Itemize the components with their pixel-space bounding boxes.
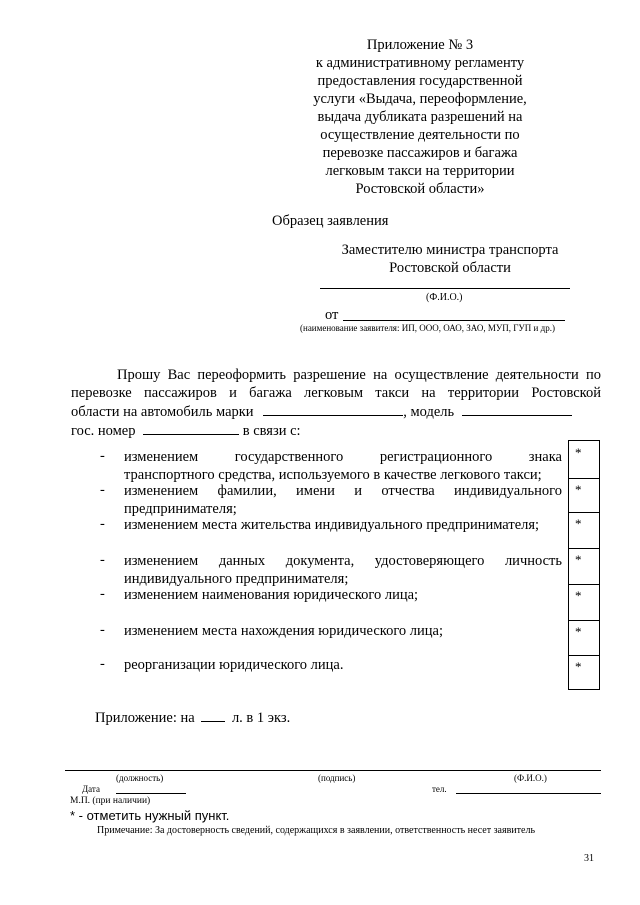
sample-title: Образец заявления <box>272 213 389 229</box>
from-label: от <box>325 307 339 323</box>
reason-item <box>124 656 562 674</box>
attachment-pages-field[interactable] <box>201 708 225 722</box>
item-dash: - <box>100 622 105 638</box>
reason-item <box>124 586 562 604</box>
attachment-line <box>95 708 290 727</box>
date-label: Дата <box>82 784 100 794</box>
addressee-block <box>300 241 600 277</box>
item-dash: - <box>100 552 105 568</box>
signatory-fio-caption: (Ф.И.О.) <box>514 773 547 783</box>
footnote: * - отметить нужный пункт. <box>70 808 230 823</box>
car-model-field[interactable] <box>462 402 572 416</box>
item-dash: - <box>100 516 105 532</box>
reason-item-text: предпринимателя; <box>124 501 237 517</box>
appendix-line: осуществление деятельности по <box>320 127 520 143</box>
signature-line[interactable] <box>65 770 601 771</box>
date-field[interactable] <box>116 793 186 794</box>
appendix-line: легковым такси на территории <box>325 163 515 179</box>
reason-item <box>124 482 562 518</box>
car-brand-field[interactable] <box>263 402 403 416</box>
appendix-line: Ростовской области» <box>355 181 485 197</box>
responsibility-note: Примечание: За достоверность сведений, содержащихся в заявлении, ответственность несет заявитель <box>97 825 536 836</box>
appendix-line: выдача дубликата разрешений на <box>317 109 523 125</box>
applicant-name-field[interactable] <box>343 320 565 321</box>
addressee-fio-field[interactable] <box>320 288 570 289</box>
item-dash: - <box>100 448 105 464</box>
request-line <box>71 421 601 440</box>
attachment-prefix: Приложение: на <box>95 710 195 726</box>
item-dash: - <box>100 482 105 498</box>
appendix-header <box>300 36 540 198</box>
reason-item-text: индивидуального предпринимателя; <box>124 571 349 587</box>
reason-item-text: изменением наименования юридического лица; <box>124 587 419 603</box>
request-line: перевозке пассажиров и багажа легковым такси на территории Ростовской <box>71 385 601 401</box>
checkbox-cell[interactable]: * <box>569 621 599 656</box>
attachment-suffix: л. в 1 экз. <box>231 710 291 726</box>
reason-item-text: изменением места жительства индивидуального предпринимателя; <box>124 517 540 533</box>
reason-item-text: транспортного средства, используемого в качестве легкового такси; <box>124 467 542 483</box>
reason-intro: в связи с: <box>242 423 301 439</box>
request-paragraph <box>71 366 601 440</box>
request-line: Прошу Вас переоформить разрешение на осуществление деятельности по <box>117 367 601 383</box>
plate-number-field[interactable] <box>143 421 239 435</box>
reason-item-text: реорганизации юридического лица. <box>124 657 344 673</box>
checkbox-cell[interactable]: * <box>575 659 582 674</box>
reason-item-text: изменением государственного регистрационного знака <box>124 449 562 465</box>
reason-item-text: изменением фамилии, имени и отчества индивидуального <box>124 483 562 499</box>
reason-item-text: изменением данных документа, удостоверяющего личность <box>124 553 562 569</box>
appendix-line: к административному регламенту <box>315 55 525 71</box>
reason-item <box>124 448 562 484</box>
seal-label: М.П. (при наличии) <box>70 796 151 806</box>
car-brand-label: области на автомобиль марки <box>71 404 254 420</box>
appendix-line: перевозке пассажиров и багажа <box>322 145 518 161</box>
fio-caption: (Ф.И.О.) <box>426 292 463 303</box>
signature-caption: (подпись) <box>318 773 356 783</box>
appendix-line: услуги «Выдача, переоформление, <box>313 91 527 107</box>
checkbox-cell[interactable]: * <box>569 479 599 513</box>
item-dash: - <box>100 586 105 602</box>
position-caption: (должность) <box>116 773 164 783</box>
reason-item <box>124 552 562 588</box>
appendix-line: Приложение № 3 <box>366 37 474 53</box>
checkbox-cell[interactable]: * <box>569 549 599 585</box>
request-line <box>71 402 601 421</box>
applicant-caption: (наименование заявителя: ИП, ООО, ОАО, ЗАО, МУП, ГУП и др.) <box>300 323 555 333</box>
item-dash: - <box>100 656 105 672</box>
car-model-label: , модель <box>403 404 455 420</box>
plate-number-label: гос. номер <box>71 423 136 439</box>
checkbox-cell[interactable]: * <box>569 441 599 479</box>
checkbox-column <box>568 440 600 690</box>
page-number: 31 <box>584 853 594 864</box>
addressee-line: Заместителю министра транспорта <box>341 242 559 258</box>
reason-item-text: изменением места нахождения юридического лица; <box>124 623 443 639</box>
appendix-line: предоставления государственной <box>317 73 523 89</box>
phone-label: тел. <box>432 784 447 794</box>
reason-item <box>124 622 562 640</box>
checkbox-cell[interactable]: * <box>569 585 599 621</box>
reason-item <box>124 516 562 534</box>
addressee-line: Ростовской области <box>389 260 511 276</box>
phone-field[interactable] <box>456 793 601 794</box>
checkbox-cell[interactable]: * <box>569 513 599 549</box>
